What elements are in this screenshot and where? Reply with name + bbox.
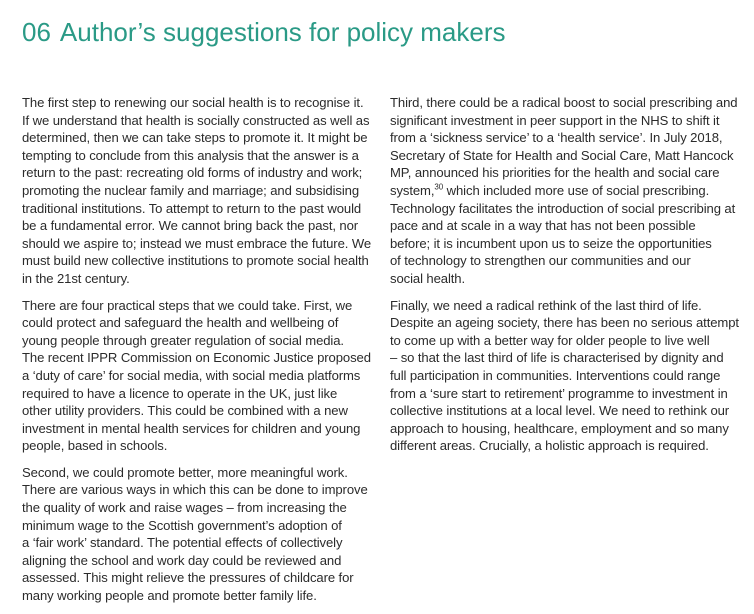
text-line: should we aspire to; instead we must embrace the future. We	[22, 235, 372, 251]
text-line: Secretary of State for Health and Social Care, Matt Hancock	[390, 147, 734, 163]
paragraph-recognise-social-health	[22, 94, 372, 288]
section-number: 06	[22, 17, 51, 47]
text-line: significant investment in peer support in the NHS to shift it	[390, 112, 720, 128]
text-line: The recent IPPR Commission on Economic Justice proposed	[22, 350, 371, 366]
section-title: Author’s suggestions for policy makers	[59, 17, 506, 47]
text-line: There are various ways in which this can be done to improve	[22, 482, 368, 498]
text-line: aligning the school and work day could be reviewed and	[22, 552, 342, 568]
paragraph-four-practical-steps	[22, 297, 372, 455]
text-line: collective institutions at a local level. We need to rethink our	[390, 403, 730, 419]
text-line: before; it is incumbent upon us to seize the opportunities	[390, 235, 712, 251]
text-line: many working people and promote better family life.	[22, 588, 317, 604]
section-heading	[22, 14, 506, 50]
paragraph-last-third-of-life	[390, 297, 740, 455]
text-line: There are four practical steps that we could take. First, we	[22, 297, 353, 313]
text-line: from a ‘sickness service’ to a ‘health service’. In July 2018,	[390, 130, 723, 146]
text-line: different areas. Crucially, a holistic approach is required.	[390, 438, 709, 454]
right-column	[390, 94, 740, 464]
text-line: – so that the last third of life is characterised by dignity and	[390, 350, 724, 366]
text-fragment: system,	[390, 182, 435, 198]
text-line: be a fundamental error. We cannot bring back the past, nor	[22, 218, 359, 234]
text-line: determined, then we can take steps to promote it. It might be	[22, 130, 368, 146]
text-line: full participation in communities. Interventions could range	[390, 367, 721, 383]
text-line: The first step to renewing our social health is to recognise it.	[22, 95, 364, 110]
text-line: pace and at scale in a way that has not been possible	[390, 218, 696, 234]
text-line: must build new collective institutions to promote social health	[22, 253, 369, 269]
text-line: traditional institutions. To attempt to return to the past would	[22, 200, 362, 216]
text-line: Despite an ageing society, there has been no serious attempt	[390, 315, 739, 331]
text-line: assessed. This might relieve the pressures of childcare for	[22, 570, 354, 586]
left-column	[22, 94, 372, 614]
text-line: promoting the nuclear family and marriage; and subsidising	[22, 182, 360, 198]
text-line: Technology facilitates the introduction of social prescribing at	[390, 200, 736, 216]
text-line: Finally, we need a radical rethink of the last third of life.	[390, 297, 702, 313]
paragraph-social-prescribing	[390, 94, 740, 288]
text-line: approach to housing, healthcare, employment and so many	[390, 420, 729, 436]
text-line: from a ‘sure start to retirement’ programme to investment in	[390, 385, 728, 401]
text-line: a ‘fair work’ standard. The potential effects of collectively	[22, 535, 343, 551]
text-line: return to the past: recreating old forms of industry and work;	[22, 165, 363, 181]
text-line: Third, there could be a radical boost to social prescribing and	[390, 95, 738, 110]
text-line: social health.	[390, 270, 466, 286]
text-line: Second, we could promote better, more meaningful work.	[22, 464, 348, 480]
text-line: people, based in schools.	[22, 438, 168, 454]
text-line: required to have a licence to operate in the UK, just like	[22, 385, 338, 401]
text-line: minimum wage to the Scottish government’s adoption of	[22, 517, 342, 533]
text-line: the quality of work and raise wages – from increasing the	[22, 500, 347, 516]
text-fragment: which included more use of social prescribing.	[443, 182, 710, 198]
text-line: young people through greater regulation of social media.	[22, 332, 344, 348]
text-line: to come up with a better way for older people to live well	[390, 332, 710, 348]
text-line: investment in mental health services for children and young	[22, 420, 361, 436]
text-line: could protect and safeguard the health and wellbeing of	[22, 315, 339, 331]
text-line: If we understand that health is socially constructed as well as	[22, 112, 370, 128]
text-line: other utility providers. This could be combined with a new	[22, 403, 348, 419]
text-line	[390, 182, 740, 200]
text-line: of technology to strengthen our communities and our	[390, 253, 691, 269]
paragraph-meaningful-work	[22, 464, 372, 605]
text-line: a ‘duty of care’ for social media, with social media platforms	[22, 367, 361, 383]
text-line: tempting to conclude from this analysis that the answer is a	[22, 147, 359, 163]
footnote-ref: 30	[434, 182, 444, 192]
text-line: in the 21st century.	[22, 270, 130, 286]
text-line: MP, announced his priorities for the health and social care	[390, 165, 720, 181]
